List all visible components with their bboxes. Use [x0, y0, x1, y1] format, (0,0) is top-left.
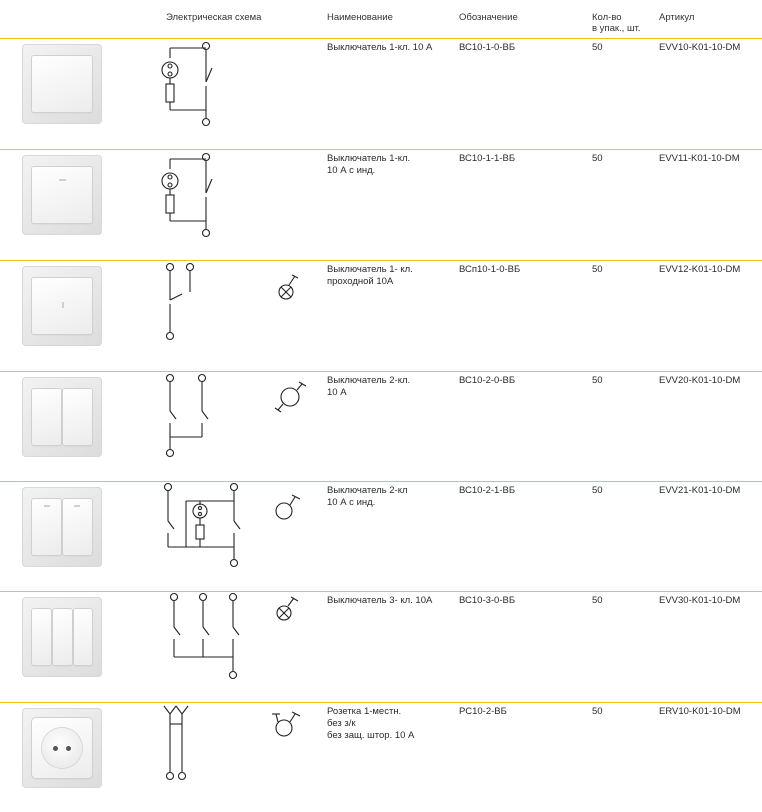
- table-row: [0, 591, 762, 701]
- row-qty: 50: [592, 264, 603, 275]
- row-article: EVV20-K01-10-DM: [659, 375, 741, 386]
- header-schema: Электрическая схема: [166, 12, 262, 23]
- row-qty: 50: [592, 595, 603, 606]
- row-divider: [0, 260, 762, 261]
- socket-photo-icon: [22, 708, 102, 788]
- header-qty-line1: Кол-во: [592, 12, 622, 23]
- row-code: ВС10-2-0-ВБ: [459, 375, 516, 386]
- header-name: Наименование: [327, 12, 393, 23]
- header-article: Артикул: [659, 12, 695, 23]
- row-article: EVV11-K01-10-DM: [659, 153, 740, 164]
- row-code: ВС10-1-1-ВБ: [459, 153, 516, 164]
- row-divider: [0, 38, 762, 39]
- row-name: Выключатель 2-кл. 10 А: [327, 375, 411, 398]
- row-divider: [0, 591, 762, 592]
- row-name: Выключатель 3- кл. 10А: [327, 595, 433, 606]
- table-row: [0, 702, 762, 812]
- row-divider: [0, 702, 762, 703]
- header-code: Обозначение: [459, 12, 518, 23]
- row-qty: 50: [592, 706, 603, 717]
- row-qty: 50: [592, 485, 603, 496]
- header-qty: [592, 12, 641, 34]
- row-code: ВС10-1-0-ВБ: [459, 42, 516, 53]
- row-code: ВС10-3-0-ВБ: [459, 595, 516, 606]
- row-code: РС10-2-ВБ: [459, 706, 507, 717]
- wiring-diagram-icon: [150, 260, 320, 370]
- switch-1-key-photo-icon: [22, 44, 102, 124]
- switch-passthrough-photo-icon: [22, 266, 102, 346]
- switch-3-key-photo-icon: [22, 597, 102, 677]
- wiring-diagram-icon: [150, 481, 320, 591]
- row-article: ERV10-K01-10-DM: [659, 706, 741, 717]
- wiring-diagram-icon: [150, 149, 320, 259]
- switch-2-key-photo-icon: [22, 377, 102, 457]
- table-row: [0, 481, 762, 591]
- row-name: Выключатель 1-кл. 10 А с инд.: [327, 153, 411, 176]
- wiring-diagram-icon: [150, 371, 320, 481]
- table-row: [0, 149, 762, 259]
- row-qty: 50: [592, 153, 603, 164]
- table-row: [0, 260, 762, 370]
- row-name: Выключатель 1-кл. 10 А: [327, 42, 433, 53]
- row-divider: [0, 371, 762, 372]
- row-name: Выключатель 1- кл. проходной 10А: [327, 264, 413, 287]
- table-row: [0, 38, 762, 148]
- row-article: EVV21-K01-10-DM: [659, 485, 741, 496]
- switch-1-key-indicator-photo-icon: [22, 155, 102, 235]
- wiring-diagram-icon: [150, 702, 320, 812]
- wiring-diagram-icon: [150, 591, 320, 701]
- row-code: ВС10-2-1-ВБ: [459, 485, 516, 496]
- switch-2-key-indicator-photo-icon: [22, 487, 102, 567]
- row-name: Выключатель 2-кл 10 А с инд.: [327, 485, 408, 508]
- row-divider: [0, 481, 762, 482]
- row-article: EVV30-K01-10-DM: [659, 595, 741, 606]
- row-article: EVV12-K01-10-DM: [659, 264, 741, 275]
- row-name: Розетка 1-местн. без з/к без защ. штор. 10 А: [327, 706, 415, 741]
- header-qty-line2: в упак., шт.: [592, 23, 641, 34]
- row-qty: 50: [592, 42, 603, 53]
- row-code: ВСп10-1-0-ВБ: [459, 264, 521, 275]
- table-row: [0, 371, 762, 481]
- row-qty: 50: [592, 375, 603, 386]
- row-divider: [0, 149, 762, 150]
- row-article: EVV10-K01-10-DM: [659, 42, 741, 53]
- wiring-diagram-icon: [150, 38, 320, 148]
